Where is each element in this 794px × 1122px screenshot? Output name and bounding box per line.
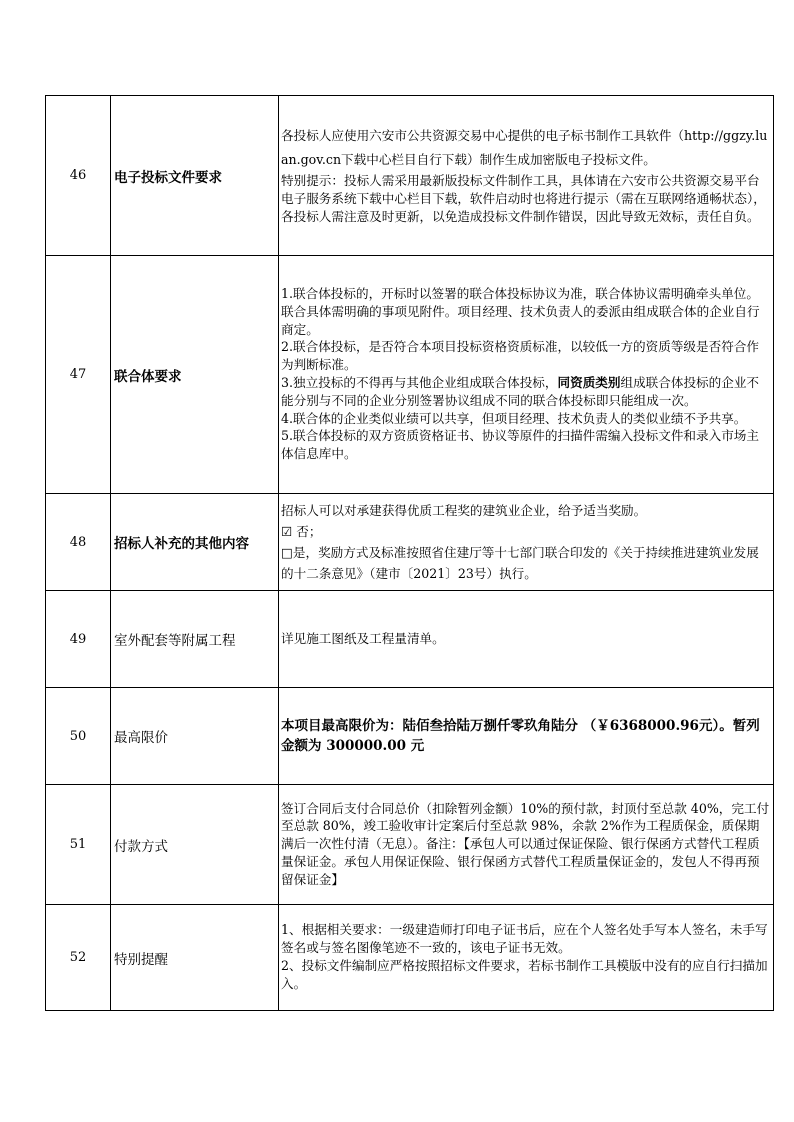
table-row [46,785,774,905]
paragraph: 1、根据相关要求：一级建造师打印电子证书后，应在个人签名处手写本人签名，未手写签名或与签名图像笔迹不一致的，该电子证书无效。 [281,922,768,956]
paragraph: 5.联合体投标的双方资质资格证书、协议等原件的扫描件需编入投标文件和录入市场主体信息库中。 [281,428,759,462]
paragraph: 2、投标文件编制应严格按照招标文件要求，若标书制作工具模版中没有的应自行扫描加入。 [281,958,768,991]
paragraph: 招标人可以对承建获得优质工程奖的建筑业企业，给予适当奖励。 [281,502,647,518]
requirements-table [45,95,774,1011]
checkbox-no: ☑ 否； [281,523,322,539]
paragraph: 2.联合体投标，是否符合本项目投标资格资质标准，以较低一方的资质等级是否符合作为判断标准。 [281,339,759,373]
row-title: 付款方式 [111,785,279,905]
paragraph: 详见施工图纸及工程量清单。 [281,630,445,646]
row-content [279,785,774,905]
row-number: 47 [46,256,111,494]
row-number: 51 [46,785,111,905]
row-content [279,688,774,785]
table-row [46,905,774,1011]
table-row [46,96,774,256]
text-span: 组成联合体投标的企业不能分别与不同的企业分别签署协议组成不同的联合体投标即只能组成一次。 [281,375,759,408]
table-row [46,494,774,591]
paragraph: 各投标人应使用六安市公共资源交易中心提供的电子标书制作工具软件（http://ggzy.luan.gov.cn下载中心栏目自行下载）制作生成加密版电子投标文件。 [281,128,768,168]
row-content [279,96,774,256]
row-title: 室外配套等附属工程 [111,591,279,688]
row-title: 特别提醒 [111,905,279,1011]
checkbox-yes: □是，奖励方式及标准按照省住建厅等十七部门联合印发的《关于持续推进建筑业发展的十二条意见》（建市〔2021〕23号）执行。 [281,544,759,581]
row-number: 49 [46,591,111,688]
row-content [279,256,774,494]
paragraph: 1.联合体投标的，开标时以签署的联合体投标协议为准，联合体协议需明确牵头单位。联合具体需明确的事项见附件。项目经理、技术负责人的委派由组成联合体的企业自行商定。 [281,286,760,337]
row-number: 52 [46,905,111,1011]
table-row [46,688,774,785]
row-number: 46 [46,96,111,256]
row-content [279,591,774,688]
row-title: 电子投标文件要求 [111,96,279,256]
table-row [46,256,774,494]
price-paragraph: 本项目最高限价为：陆佰叁拾陆万捌仟零玖角陆分 （￥6368000.96元）。暂列金额为 300000.00 元 [281,717,760,754]
row-content [279,905,774,1011]
row-title: 最高限价 [111,688,279,785]
row-number: 50 [46,688,111,785]
table-row [46,591,774,688]
row-title: 联合体要求 [111,256,279,494]
row-content [279,494,774,591]
paragraph: 签订合同后支付合同总价（扣除暂列金额）10%的预付款，封顶付至总款 40%，完工付至总款 80%，竣工验收审计定案后付至总款 98%，余款 2%作为工程质保金，质保期满后一次性付清（无息）。备注：【承包人可以通过保证保险、银行保函方式替代工程质量保证金。承包人用保证保险、银行保函方式替代工程质量保证金的，发包人不得再预留保证金】 [281,800,770,887]
paragraph: 特别提示：投标人需采用最新版投标文件制作工具，具体请在六安市公共资源交易平台电子服务系统下载中心栏目下载，软件启动时也将进行提示（需在互联网络通畅状态），各投标人需注意及时更新，以免造成投标文件制作错误，因此导致无效标，责任自负。 [281,173,766,224]
text-span: 3.独立投标的不得再与其他企业组成联合体投标， [281,375,558,390]
row-number: 48 [46,494,111,591]
paragraph [281,374,770,410]
paragraph: 4.联合体的企业类似业绩可以共享，但项目经理、技术负责人的类似业绩不予共享。 [281,410,747,426]
bold-text: 同资质类别 [557,375,621,390]
row-title: 招标人补充的其他内容 [111,494,279,591]
